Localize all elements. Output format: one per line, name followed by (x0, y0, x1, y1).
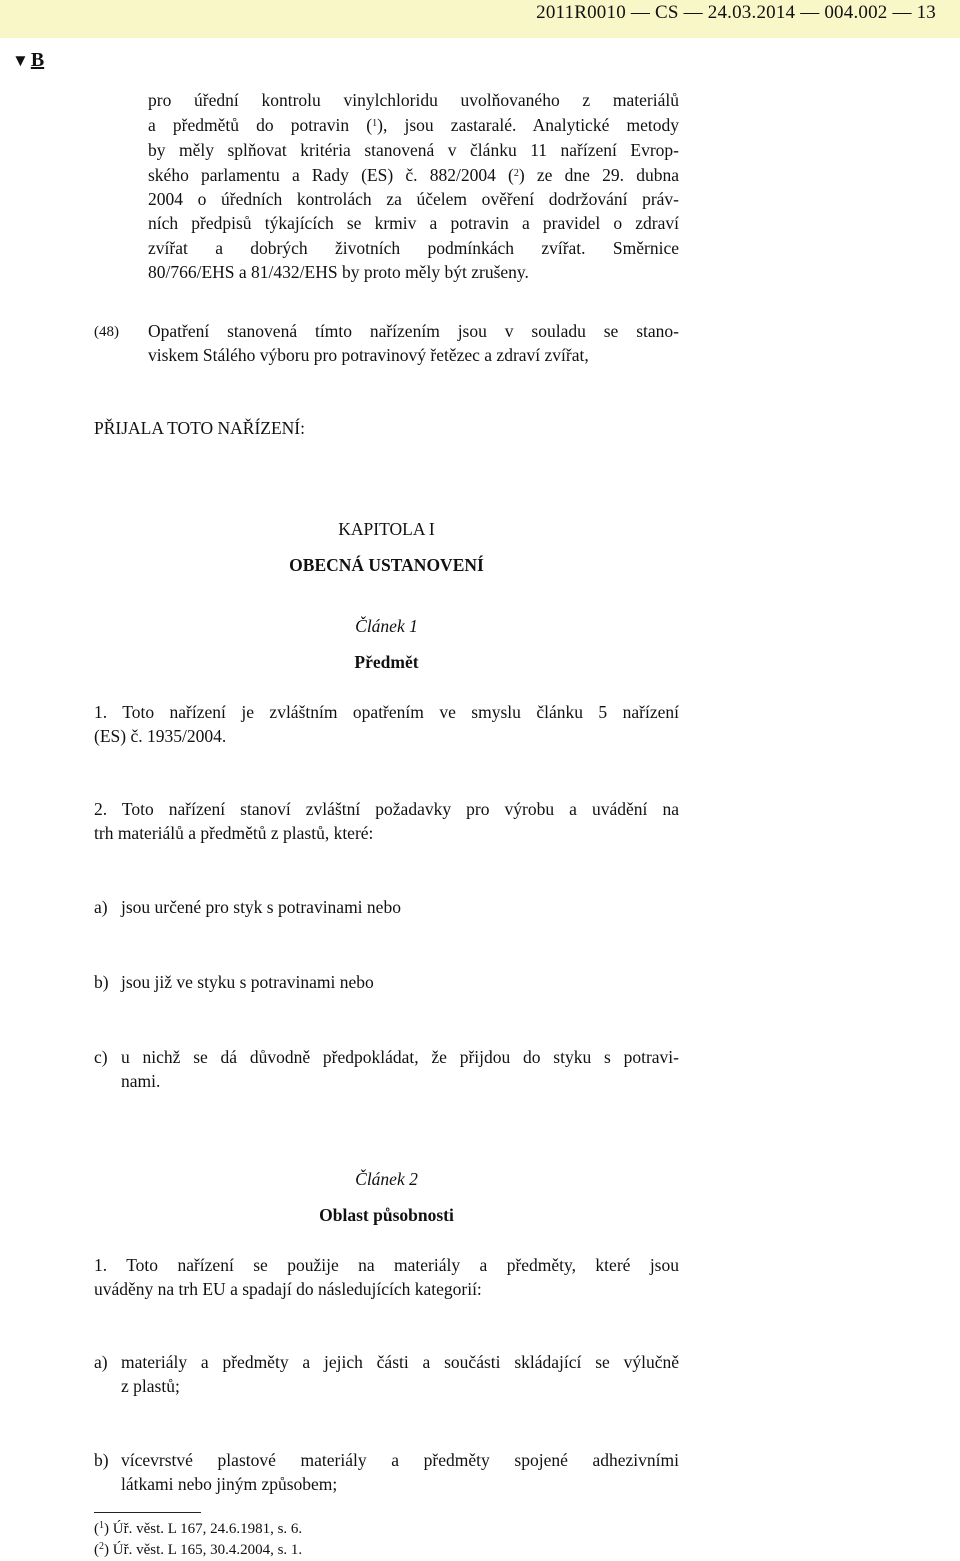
document-reference: 2011R0010 — CS — 24.03.2014 — 004.002 — 13 (536, 2, 936, 23)
amendment-marker (12, 49, 44, 72)
line: 1. Toto nařízení se použije na materiály a předměty, které jsou (94, 1255, 679, 1275)
article-1-label: Článek 1 (355, 616, 418, 636)
list-item-b (94, 970, 679, 994)
article-1-title: Předmět (354, 652, 419, 672)
footnote-ref-1[interactable]: 1 (372, 118, 378, 130)
list-label: a) (94, 897, 108, 917)
chapter-title: OBECNÁ USTANOVENÍ (289, 555, 484, 575)
article-1-paragraph-1 (94, 700, 679, 749)
list-item-a (94, 1350, 679, 1399)
recital-continued (148, 88, 679, 284)
line: 80/766/EHS a 81/432/EHS by proto měly být zrušeny. (148, 262, 529, 283)
list-label: a) (94, 1352, 108, 1372)
line: materiály a předměty a jejich části a součásti skládající se výlučně (121, 1352, 679, 1372)
down-triangle-icon: ▼ (12, 51, 29, 70)
line: ského parlamentu a Rady (ES) č. 882/2004 ($^2$) ze dne 29. dubna (148, 164, 679, 185)
list-label: b) (94, 972, 109, 992)
line: u nichž se dá důvodně předpokládat, že přijdou do styku s potravi- (121, 1047, 679, 1067)
recital-48 (148, 319, 679, 368)
list-item-c (94, 1045, 679, 1094)
list-text: jsou již ve styku s potravinami nebo (121, 972, 374, 992)
line: ních předpisů týkajících se krmiv a potravin a pravidel o zdraví (148, 213, 679, 234)
line: viskem Stálého výboru pro potravinový řetězec a zdraví zvířat, (148, 345, 589, 366)
line: (ES) č. 1935/2004. (94, 726, 227, 747)
line: pro úřední kontrolu vinylchloridu uvolňovaného z materiálů (148, 90, 679, 110)
list-item-b (94, 1448, 679, 1497)
line: zvířat a dobrých životních podmínkách zvířat. Směrnice (148, 237, 679, 258)
list-item-a (94, 895, 679, 919)
line: trh materiálů a předmětů z plastů, které: (94, 823, 374, 844)
list-text (121, 1045, 679, 1094)
line: uváděny na trh EU a spadají do následujících kategorií: (94, 1279, 482, 1300)
article-2-title: Oblast působnosti (319, 1205, 454, 1225)
list-label: c) (94, 1047, 108, 1067)
article-1-paragraph-2 (94, 797, 679, 846)
line: by měly splňovat kritéria stanovená v článku 11 nařízení Evrop- (148, 139, 679, 160)
footnote-divider (94, 1512, 201, 1513)
line: 2004 o úředních kontrolách za účelem ověření dodržování práv- (148, 189, 679, 210)
marker-label: B (30, 49, 45, 71)
line: 2. Toto nařízení stanoví zvláštní požadavky pro výrobu a uvádění na (94, 799, 679, 819)
line: 1. Toto nařízení je zvláštním opatřením ve smyslu článku 5 nařízení (94, 702, 679, 722)
chapter-label: KAPITOLA I (338, 519, 435, 539)
line: a předmětů do potravin ($^1$), jsou zastaralé. Analytické metody (148, 115, 679, 136)
adopted-statement: PŘIJALA TOTO NAŘÍZENÍ: (94, 418, 305, 438)
footnote-1: ($^1$) Úř. věst. L 167, 24.6.1981, s. 6. (94, 1520, 303, 1537)
list-text: jsou určené pro styk s potravinami nebo (121, 897, 401, 917)
line: Opatření stanovená tímto nařízením jsou v souladu se stano- (148, 321, 679, 341)
list-label: b) (94, 1450, 109, 1470)
line: vícevrstvé plastové materiály a předměty spojené adhezivními (121, 1450, 679, 1470)
list-text (121, 1350, 679, 1399)
line: nami. (121, 1071, 161, 1092)
list-text (121, 1448, 679, 1497)
recital-number: (48) (94, 324, 119, 340)
line: z plastů; (121, 1376, 180, 1397)
line: látkami nebo jiným způsobem; (121, 1474, 338, 1495)
article-2-label: Článek 2 (355, 1169, 418, 1189)
article-2-paragraph-1 (94, 1253, 679, 1302)
footnote-2: ($^2$) Úř. věst. L 165, 30.4.2004, s. 1. (94, 1541, 303, 1558)
footnote-ref-2[interactable]: 2 (513, 167, 519, 179)
